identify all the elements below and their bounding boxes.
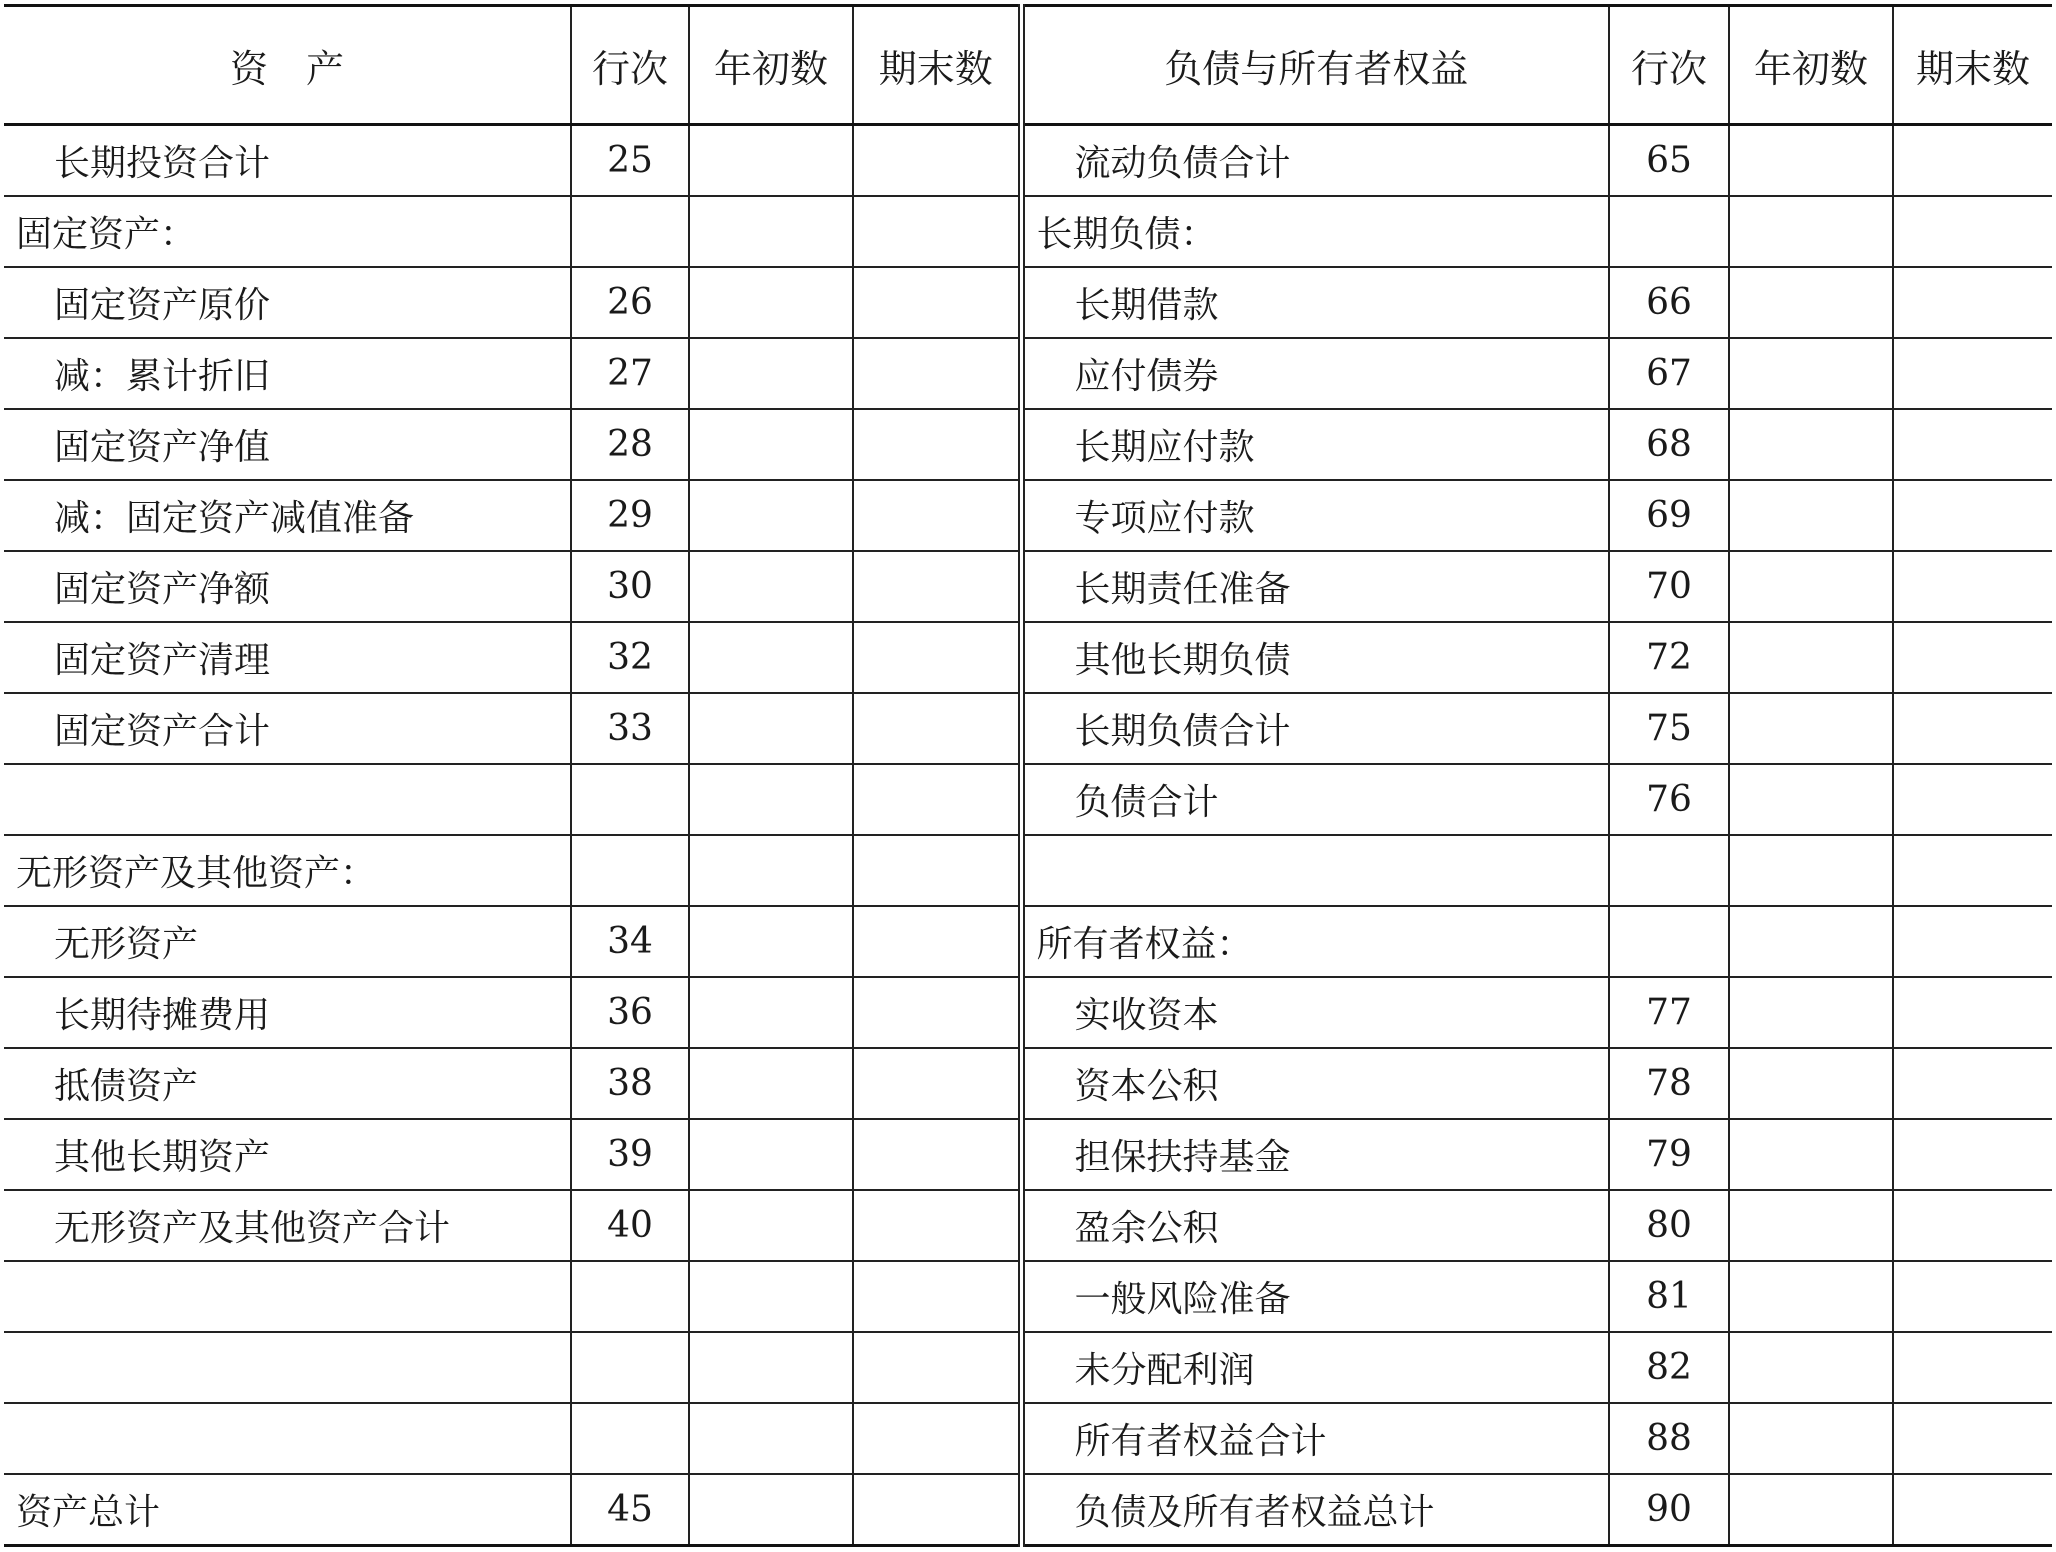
table-row [4, 1403, 2052, 1474]
asset-period-end-cell [853, 338, 1021, 409]
asset-item-label: 固定资产合计 [4, 693, 571, 764]
liability-equity-year-start-cell [1729, 196, 1893, 267]
liability-equity-row-number: 80 [1609, 1190, 1729, 1261]
liability-equity-row-number [1609, 906, 1729, 977]
asset-row-number: 39 [571, 1119, 689, 1190]
liability-equity-item-label: 长期负债： [1021, 196, 1609, 267]
table-row [4, 196, 2052, 267]
liability-equity-item-label: 盈余公积 [1021, 1190, 1609, 1261]
liability-equity-period-end-cell [1893, 1048, 2052, 1119]
asset-year-start-cell [689, 267, 853, 338]
header-year-start-2: 年初数 [1729, 6, 1893, 125]
table-row [4, 977, 2052, 1048]
asset-period-end-cell [853, 1403, 1021, 1474]
liability-equity-item-label: 专项应付款 [1021, 480, 1609, 551]
table-row [4, 409, 2052, 480]
asset-year-start-cell [689, 622, 853, 693]
table-row [4, 267, 2052, 338]
asset-row-number: 29 [571, 480, 689, 551]
asset-item-label: 无形资产及其他资产合计 [4, 1190, 571, 1261]
asset-row-number: 32 [571, 622, 689, 693]
asset-row-number: 36 [571, 977, 689, 1048]
liability-equity-row-number: 81 [1609, 1261, 1729, 1332]
table-row [4, 1474, 2052, 1546]
liability-equity-row-number: 79 [1609, 1119, 1729, 1190]
liability-equity-period-end-cell [1893, 480, 2052, 551]
asset-row-number: 45 [571, 1474, 689, 1546]
liability-equity-period-end-cell [1893, 1403, 2052, 1474]
liability-equity-row-number: 76 [1609, 764, 1729, 835]
asset-row-number [571, 1332, 689, 1403]
asset-period-end-cell [853, 693, 1021, 764]
liability-equity-year-start-cell [1729, 1332, 1893, 1403]
liability-equity-row-number: 69 [1609, 480, 1729, 551]
asset-row-number [571, 1403, 689, 1474]
liability-equity-period-end-cell [1893, 906, 2052, 977]
header-period-end-2: 期末数 [1893, 6, 2052, 125]
asset-period-end-cell [853, 1332, 1021, 1403]
asset-row-number [571, 835, 689, 906]
asset-item-label [4, 1332, 571, 1403]
liability-equity-row-number: 65 [1609, 125, 1729, 197]
liability-equity-year-start-cell [1729, 906, 1893, 977]
asset-year-start-cell [689, 338, 853, 409]
asset-year-start-cell [689, 977, 853, 1048]
liability-equity-row-number: 78 [1609, 1048, 1729, 1119]
liability-equity-period-end-cell [1893, 764, 2052, 835]
liability-equity-year-start-cell [1729, 693, 1893, 764]
asset-period-end-cell [853, 1119, 1021, 1190]
table-row [4, 1261, 2052, 1332]
liability-equity-row-number: 75 [1609, 693, 1729, 764]
table-row [4, 1048, 2052, 1119]
asset-item-label: 抵债资产 [4, 1048, 571, 1119]
liability-equity-year-start-cell [1729, 1119, 1893, 1190]
liability-equity-item-label: 未分配利润 [1021, 1332, 1609, 1403]
liability-equity-period-end-cell [1893, 693, 2052, 764]
liability-equity-row-number: 67 [1609, 338, 1729, 409]
asset-year-start-cell [689, 1190, 853, 1261]
liability-equity-period-end-cell [1893, 196, 2052, 267]
liability-equity-period-end-cell [1893, 267, 2052, 338]
liability-equity-row-number: 90 [1609, 1474, 1729, 1546]
liability-equity-row-number: 70 [1609, 551, 1729, 622]
liability-equity-item-label: 担保扶持基金 [1021, 1119, 1609, 1190]
asset-period-end-cell [853, 1474, 1021, 1546]
liability-equity-period-end-cell [1893, 1119, 2052, 1190]
asset-item-label: 减：累计折旧 [4, 338, 571, 409]
header-row-no: 行次 [571, 6, 689, 125]
balance-sheet-table [4, 4, 2052, 1547]
asset-item-label [4, 764, 571, 835]
table-row [4, 1119, 2052, 1190]
asset-period-end-cell [853, 1048, 1021, 1119]
asset-item-label: 固定资产清理 [4, 622, 571, 693]
asset-row-number [571, 196, 689, 267]
asset-year-start-cell [689, 1474, 853, 1546]
liability-equity-item-label: 长期责任准备 [1021, 551, 1609, 622]
asset-year-start-cell [689, 551, 853, 622]
asset-row-number: 34 [571, 906, 689, 977]
asset-row-number: 26 [571, 267, 689, 338]
liability-equity-row-number: 77 [1609, 977, 1729, 1048]
table-row [4, 1190, 2052, 1261]
asset-year-start-cell [689, 125, 853, 197]
table-body [4, 125, 2052, 1546]
liability-equity-item-label: 长期借款 [1021, 267, 1609, 338]
asset-year-start-cell [689, 1048, 853, 1119]
asset-item-label: 长期待摊费用 [4, 977, 571, 1048]
liability-equity-period-end-cell [1893, 1332, 2052, 1403]
asset-row-number: 33 [571, 693, 689, 764]
asset-item-label: 固定资产原价 [4, 267, 571, 338]
asset-item-label: 减：固定资产减值准备 [4, 480, 571, 551]
asset-period-end-cell [853, 125, 1021, 197]
asset-row-number: 38 [571, 1048, 689, 1119]
liability-equity-item-label [1021, 835, 1609, 906]
asset-row-number: 40 [571, 1190, 689, 1261]
asset-period-end-cell [853, 480, 1021, 551]
asset-period-end-cell [853, 835, 1021, 906]
liability-equity-year-start-cell [1729, 835, 1893, 906]
asset-period-end-cell [853, 409, 1021, 480]
liability-equity-item-label: 实收资本 [1021, 977, 1609, 1048]
liability-equity-period-end-cell [1893, 338, 2052, 409]
liability-equity-year-start-cell [1729, 1190, 1893, 1261]
table-row [4, 906, 2052, 977]
table-row [4, 693, 2052, 764]
asset-period-end-cell [853, 764, 1021, 835]
asset-period-end-cell [853, 196, 1021, 267]
liability-equity-period-end-cell [1893, 125, 2052, 197]
liability-equity-period-end-cell [1893, 551, 2052, 622]
asset-row-number [571, 764, 689, 835]
asset-year-start-cell [689, 1332, 853, 1403]
liability-equity-row-number: 72 [1609, 622, 1729, 693]
asset-year-start-cell [689, 1119, 853, 1190]
asset-period-end-cell [853, 977, 1021, 1048]
asset-item-label: 固定资产净额 [4, 551, 571, 622]
liability-equity-year-start-cell [1729, 1403, 1893, 1474]
asset-item-label: 无形资产及其他资产： [4, 835, 571, 906]
asset-year-start-cell [689, 1403, 853, 1474]
asset-row-number: 30 [571, 551, 689, 622]
table-row [4, 125, 2052, 197]
liability-equity-period-end-cell [1893, 622, 2052, 693]
asset-year-start-cell [689, 1261, 853, 1332]
header-liabilities-equity: 负债与所有者权益 [1021, 6, 1609, 125]
liability-equity-period-end-cell [1893, 1190, 2052, 1261]
liability-equity-period-end-cell [1893, 1261, 2052, 1332]
liability-equity-item-label: 所有者权益： [1021, 906, 1609, 977]
liability-equity-item-label: 资本公积 [1021, 1048, 1609, 1119]
liability-equity-item-label: 负债合计 [1021, 764, 1609, 835]
liability-equity-item-label: 一般风险准备 [1021, 1261, 1609, 1332]
table-row [4, 764, 2052, 835]
header-assets: 资 产 [4, 6, 571, 125]
asset-row-number: 25 [571, 125, 689, 197]
liability-equity-item-label: 长期应付款 [1021, 409, 1609, 480]
asset-item-label: 无形资产 [4, 906, 571, 977]
asset-year-start-cell [689, 906, 853, 977]
liability-equity-year-start-cell [1729, 267, 1893, 338]
asset-item-label: 固定资产净值 [4, 409, 571, 480]
table-row [4, 1332, 2052, 1403]
liability-equity-item-label: 应付债券 [1021, 338, 1609, 409]
liability-equity-year-start-cell [1729, 409, 1893, 480]
asset-item-label [4, 1403, 571, 1474]
header-year-start: 年初数 [689, 6, 853, 125]
liability-equity-year-start-cell [1729, 764, 1893, 835]
asset-period-end-cell [853, 267, 1021, 338]
liability-equity-row-number: 68 [1609, 409, 1729, 480]
asset-item-label: 其他长期资产 [4, 1119, 571, 1190]
liability-equity-year-start-cell [1729, 1048, 1893, 1119]
liability-equity-item-label: 负债及所有者权益总计 [1021, 1474, 1609, 1546]
asset-item-label: 资产总计 [4, 1474, 571, 1546]
liability-equity-item-label: 其他长期负债 [1021, 622, 1609, 693]
asset-year-start-cell [689, 835, 853, 906]
liability-equity-year-start-cell [1729, 125, 1893, 197]
header-row-no-2: 行次 [1609, 6, 1729, 125]
table-row [4, 480, 2052, 551]
asset-item-label: 固定资产： [4, 196, 571, 267]
liability-equity-row-number: 82 [1609, 1332, 1729, 1403]
table-row [4, 338, 2052, 409]
liability-equity-row-number [1609, 835, 1729, 906]
asset-year-start-cell [689, 764, 853, 835]
liability-equity-row-number [1609, 196, 1729, 267]
table-header-row [4, 6, 2052, 125]
liability-equity-year-start-cell [1729, 338, 1893, 409]
liability-equity-item-label: 所有者权益合计 [1021, 1403, 1609, 1474]
asset-period-end-cell [853, 551, 1021, 622]
asset-row-number: 28 [571, 409, 689, 480]
liability-equity-period-end-cell [1893, 1474, 2052, 1546]
asset-period-end-cell [853, 906, 1021, 977]
asset-item-label: 长期投资合计 [4, 125, 571, 197]
liability-equity-period-end-cell [1893, 835, 2052, 906]
liability-equity-period-end-cell [1893, 977, 2052, 1048]
asset-year-start-cell [689, 480, 853, 551]
asset-year-start-cell [689, 693, 853, 764]
liability-equity-item-label: 长期负债合计 [1021, 693, 1609, 764]
asset-item-label [4, 1261, 571, 1332]
asset-row-number [571, 1261, 689, 1332]
liability-equity-row-number: 88 [1609, 1403, 1729, 1474]
liability-equity-year-start-cell [1729, 551, 1893, 622]
liability-equity-period-end-cell [1893, 409, 2052, 480]
asset-period-end-cell [853, 1261, 1021, 1332]
asset-row-number: 27 [571, 338, 689, 409]
liability-equity-item-label: 流动负债合计 [1021, 125, 1609, 197]
liability-equity-year-start-cell [1729, 977, 1893, 1048]
asset-year-start-cell [689, 409, 853, 480]
liability-equity-row-number: 66 [1609, 267, 1729, 338]
liability-equity-year-start-cell [1729, 480, 1893, 551]
asset-year-start-cell [689, 196, 853, 267]
asset-period-end-cell [853, 622, 1021, 693]
header-period-end: 期末数 [853, 6, 1021, 125]
liability-equity-year-start-cell [1729, 1474, 1893, 1546]
table-row [4, 622, 2052, 693]
liability-equity-year-start-cell [1729, 1261, 1893, 1332]
table-row [4, 551, 2052, 622]
table-row [4, 835, 2052, 906]
asset-period-end-cell [853, 1190, 1021, 1261]
liability-equity-year-start-cell [1729, 622, 1893, 693]
